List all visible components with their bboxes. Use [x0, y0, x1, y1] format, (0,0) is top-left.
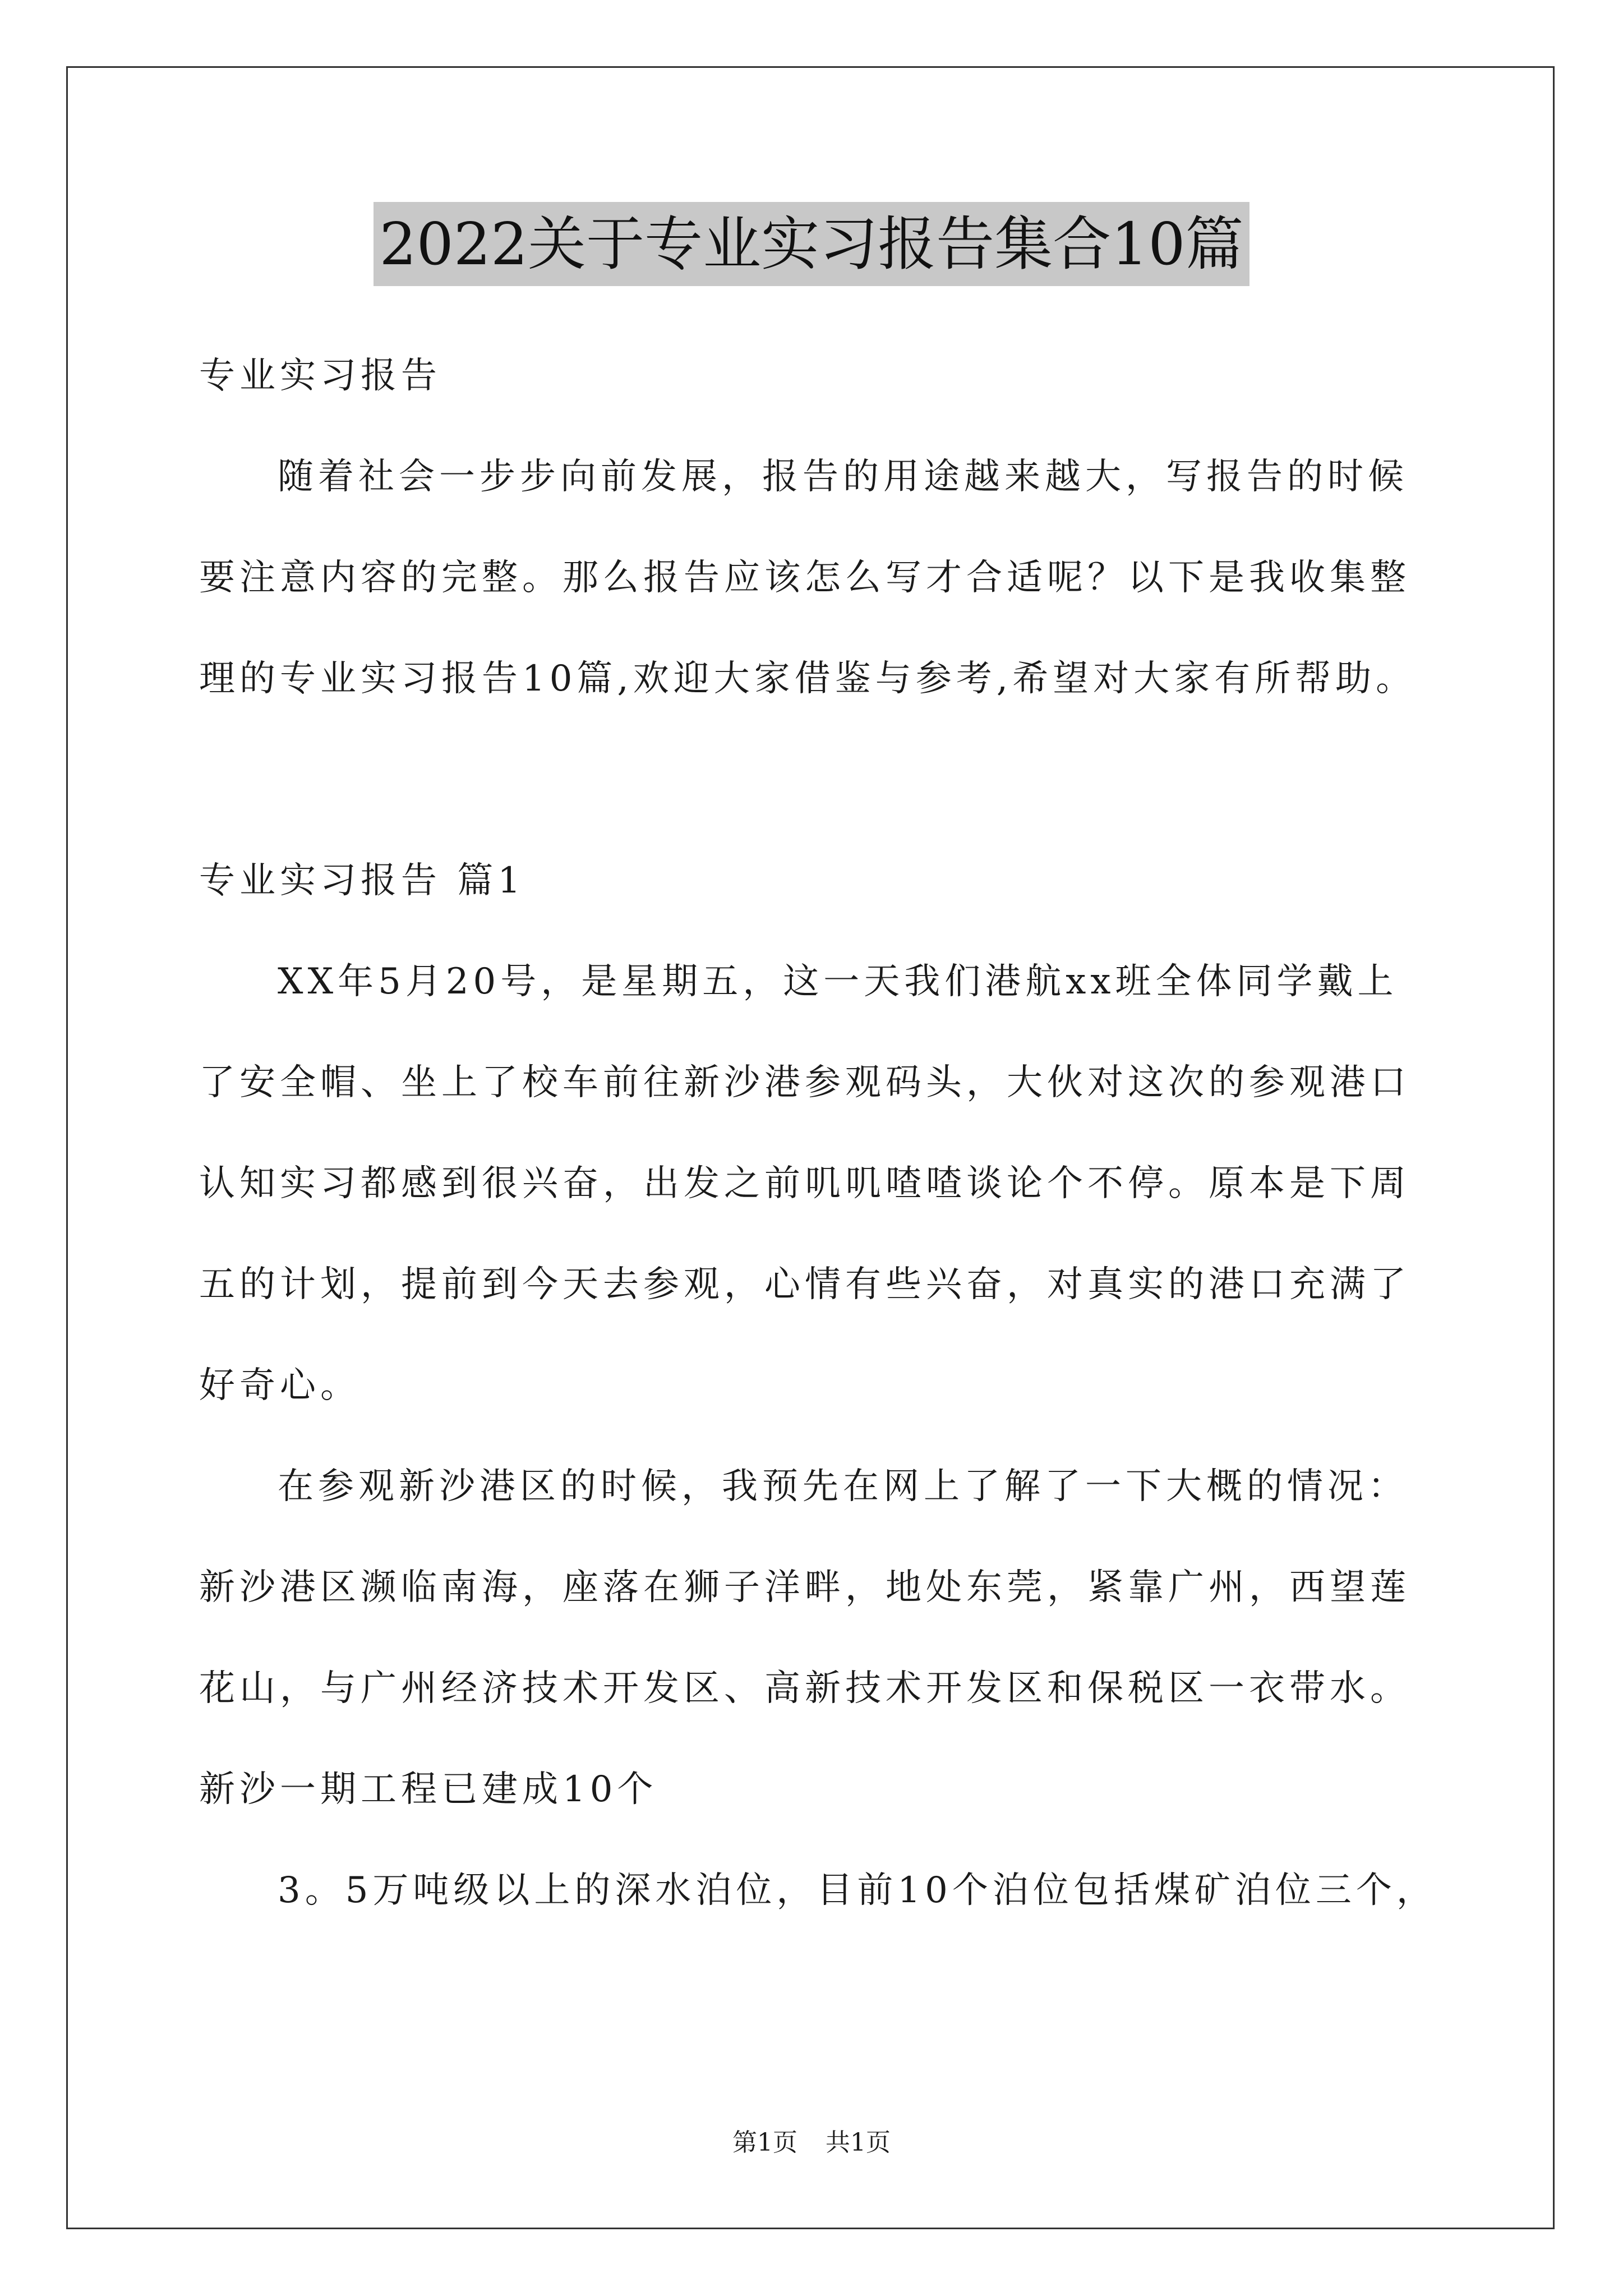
title-container: [0, 202, 1623, 286]
text-line: 了安全帽、坐上了校车前往新沙港参观码头，大伙对这次的参观港口: [199, 1062, 1410, 1103]
text-line: 在参观新沙港区的时候，我预先在网上了解了一下大概的情况：: [278, 1466, 1408, 1507]
text-line: 五的计划，提前到今天去参观，心情有些兴奋，对真实的港口充满了: [199, 1264, 1410, 1305]
text-line: 要注意内容的完整。那么报告应该怎么写才合适呢？以下是我收集整: [199, 557, 1410, 599]
text-line: XX年5月20号，是星期五，这一天我们港航xx班全体同学戴上: [278, 961, 1398, 1002]
text-line: 3。5万吨级以上的深水泊位，目前10个泊位包括煤矿泊位三个，: [278, 1870, 1437, 1911]
text-line: 随着社会一步步向前发展，报告的用途越来越大，写报告的时候: [278, 456, 1408, 498]
page-footer: [0, 2126, 1623, 2160]
page-number: 第1页: [732, 2128, 797, 2157]
text-line: 专业实习报告 篇1: [199, 860, 525, 901]
page-total: 共1页: [826, 2128, 891, 2157]
text-line: 新沙港区濒临南海，座落在狮子洋畔，地处东莞，紧靠广州，西望莲: [199, 1567, 1410, 1608]
text-line: 花山，与广州经济技术开发区、高新技术开发区和保税区一衣带水。: [199, 1668, 1410, 1709]
document-title: 2022关于专业实习报告集合10篇: [374, 202, 1249, 286]
text-line: 新沙一期工程已建成10个: [199, 1769, 658, 1810]
blank-line: [199, 729, 1427, 830]
text-line: 专业实习报告: [199, 355, 441, 397]
text-line: 理的专业实习报告10篇,欢迎大家借鉴与参考,希望对大家有所帮助。: [199, 658, 1417, 700]
text-line: 好奇心。: [199, 1365, 361, 1406]
document-body: [199, 325, 1437, 1941]
text-line: 认知实习都感到很兴奋，出发之前叽叽喳喳谈论个不停。原本是下周: [199, 1163, 1410, 1204]
